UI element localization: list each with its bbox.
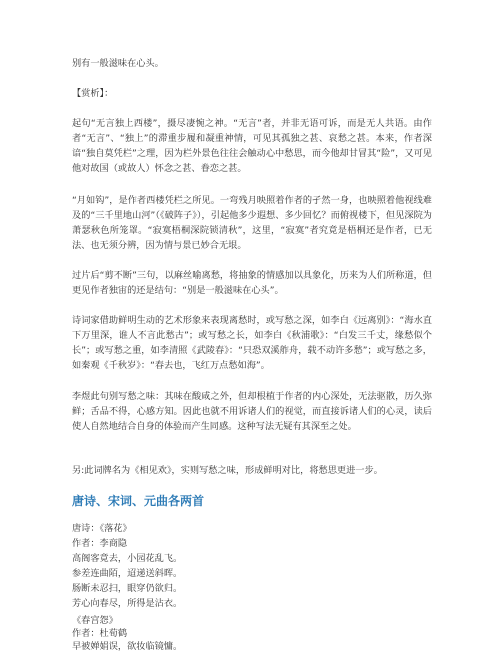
poem1-title: 唐诗：《落花》 bbox=[72, 523, 132, 534]
paragraph-tune-note: 另:此词牌名为《相见欢》，实则写愁之味，形成鲜明对比，将愁思更进一步。 bbox=[72, 465, 383, 476]
paragraph-sorrow-taste: 李煜此句别写愁之味：其味在酸咸之外，但却根植于作者的内心深处，无法驱散，历久弥鲜；舌品不得，心感方知。因此也就不用诉诸人们的视觉，而直接诉诸人们的心灵，读后使人自然地结合自身的体验而产生同感。这种写法无疑有其深至之处。 bbox=[72, 391, 432, 432]
poem2-author: 作者：杜荀鹤 bbox=[72, 628, 128, 639]
poem2-title: 《春宫怨》 bbox=[72, 615, 118, 626]
paragraph-opening-analysis: 起句“无言独上西楼”，摄尽凄惋之神。“无言”者，并非无语可诉，而是无人共语。由作者“无言”、“独上”的滞重步履和凝重神情，可见其孤独之甚、哀愁之甚。本来，作者深谙“独自莫凭栏”之理，因为栏外景色往往会触动心中愁思，而今他却甘冒其“险”，又可见他对故国（或故人）怀念之甚、眷恋之甚。 bbox=[72, 118, 432, 174]
section-heading: 唐诗、宋词、元曲各两首 bbox=[72, 494, 205, 508]
poem1-line: 高阁客竟去，小园花乱飞。 bbox=[72, 553, 183, 564]
poem1-line: 参差连曲陌，迢递送斜晖。 bbox=[72, 568, 183, 579]
appreciation-label: 【赏析】： bbox=[72, 88, 114, 99]
poem2-line: 早被婵娟误，欲妆临镜慵。 bbox=[72, 641, 183, 652]
paragraph-sorrow-comparison: 诗词家借助鲜明生动的艺术形象来表现离愁时，或写愁之深，如李白《远离别》：“海水直下万里深，谁人不言此愁古”；或写愁之长，如李白《秋浦歌》：“白发三千丈，缘愁似个长”；或写愁之重，如李清照《武陵春》：“只恐双溪舴舟，载不动许多愁”；或写愁之多，如秦观《千秋岁》：“春去也，飞红万点愁如海”。 bbox=[72, 315, 432, 371]
poem1-author: 作者：李商隐 bbox=[72, 538, 128, 549]
paragraph-transition-analysis: 过片后“剪不断”三句，以麻丝喻离愁，将抽象的情感加以具象化，历来为人们所称道，但更见作者独宙的还是结句：“别是一般滋味在心头”。 bbox=[72, 270, 432, 296]
paragraph-closing-line: 别有一般滋味在心头。 bbox=[72, 58, 164, 69]
poem1-line: 芳心向春尽，所得是沾衣。 bbox=[72, 598, 183, 609]
paragraph-moon-analysis: “月如钩”，是作者西楼凭栏之所见。一弯残月映照着作者的孑然一身，也映照着他视线难及的“三千里地山河”（《破阵子》），引起他多少遐想、多少回忆？而俯视楼下，但见深院为萧瑟秋色所笼罩。“寂寞梧桐深院锁清秋”，这里，“寂寞”者究竟是梧桐还是作者，已无法、也无须分辨，因为情与景已妙合无垠。 bbox=[72, 195, 432, 251]
poem1-line: 肠断未忍扫，眼穿仍欲归。 bbox=[72, 583, 183, 594]
